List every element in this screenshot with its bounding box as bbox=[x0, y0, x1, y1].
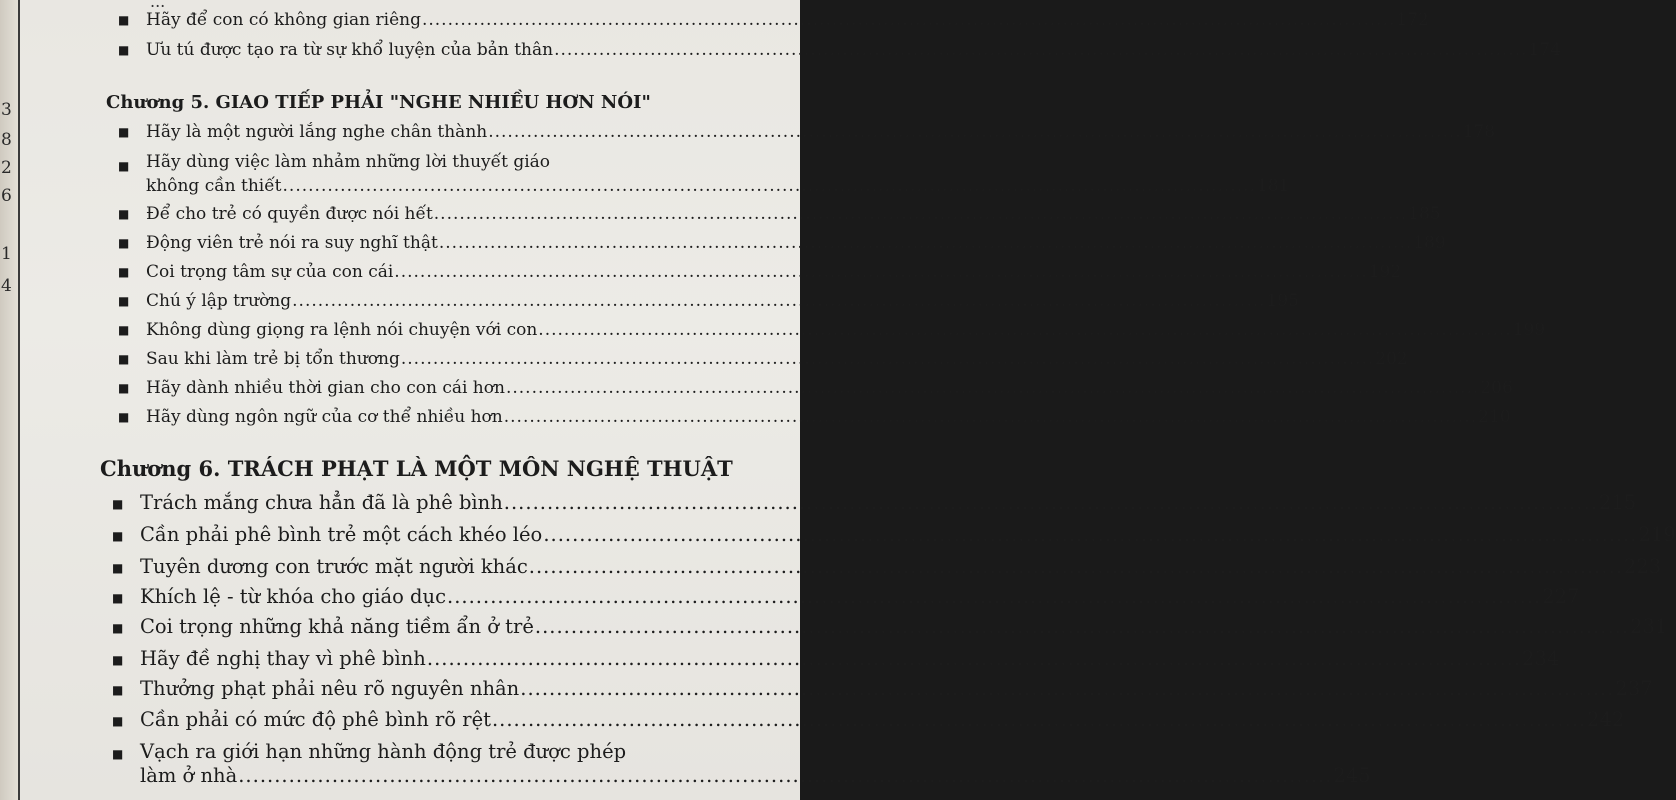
toc-entry bbox=[118, 118, 1496, 142]
toc-entry bbox=[112, 584, 1580, 608]
entry-title: Hãy để con có không gian riêng bbox=[146, 10, 421, 30]
entry-page: 242 bbox=[1587, 708, 1625, 731]
entry-title: Để cho trẻ có quyền được nói hết bbox=[146, 204, 433, 224]
bullet-icon: ■ bbox=[118, 265, 130, 279]
bullet-icon: ■ bbox=[118, 381, 130, 395]
entry-title: Cần phải có mức độ phê bình rõ rệt bbox=[140, 708, 491, 731]
entry-title: Thưởng phạt phải nêu rõ nguyên nhân bbox=[140, 677, 520, 700]
bullet-icon: ■ bbox=[112, 747, 124, 761]
bullet-icon: ■ bbox=[118, 236, 130, 250]
bullet-icon: ■ bbox=[112, 561, 124, 575]
toc-entry bbox=[118, 374, 1513, 398]
toc-entry bbox=[112, 522, 1676, 546]
toc-entry bbox=[118, 316, 1546, 340]
toc-entry bbox=[118, 258, 1402, 282]
entry-title: Hãy dùng ngôn ngữ của cơ thể nhiều hơn bbox=[146, 407, 503, 427]
toc-entry bbox=[118, 152, 1290, 196]
entry-page: 223 bbox=[1623, 555, 1662, 578]
bullet-icon: ■ bbox=[118, 410, 130, 424]
toc-entry bbox=[118, 200, 1441, 224]
toc-entry bbox=[118, 6, 1429, 30]
entry-title: Khích lệ - từ khóa cho giáo dục bbox=[140, 585, 447, 608]
entry-page: 227 bbox=[1542, 585, 1580, 608]
bullet-icon: ■ bbox=[112, 621, 124, 635]
bullet-icon: ■ bbox=[118, 323, 130, 337]
entry-title: Cần phải phê bình trẻ một cách khéo léo bbox=[140, 523, 543, 546]
toc-entry bbox=[112, 554, 1662, 578]
toc-entry bbox=[112, 490, 1637, 514]
bullet-icon: ■ bbox=[118, 13, 130, 27]
entry-title: Hãy là một người lắng nghe chân thành bbox=[146, 122, 488, 142]
entry-page: 202 bbox=[1375, 349, 1408, 369]
entry-title-line2: không cần thiết bbox=[146, 176, 282, 196]
bullet-icon: ■ bbox=[112, 591, 124, 605]
left-page-fragment: 6 bbox=[1, 186, 12, 206]
entry-title: Trách mắng chưa hẳn đã là phê bình bbox=[140, 491, 503, 514]
bullet-icon: ■ bbox=[112, 497, 124, 511]
entry-page: 195 bbox=[1266, 291, 1299, 311]
entry-page: 185 bbox=[1408, 204, 1441, 224]
left-page-fragment: 4 bbox=[1, 276, 12, 296]
entry-page: 192 bbox=[1368, 262, 1402, 282]
entry-title: Động viên trẻ nói ra suy nghĩ thật bbox=[146, 233, 438, 253]
bullet-icon: ■ bbox=[118, 294, 130, 308]
entry-page: 234 bbox=[1522, 647, 1560, 670]
entry-page: 245 bbox=[1333, 764, 1371, 787]
bullet-icon: ■ bbox=[112, 529, 124, 543]
toc-entry bbox=[112, 740, 1371, 787]
entry-page: 237 bbox=[1615, 677, 1653, 700]
toc-entry bbox=[118, 345, 1408, 369]
entry-title: Coi trọng những khả năng tiềm ẩn ở trẻ bbox=[140, 615, 534, 638]
left-page-fragment: 3 bbox=[1, 100, 12, 120]
toc-entry bbox=[112, 614, 1668, 638]
entry-page: 215 bbox=[1598, 491, 1637, 514]
entry-title-line1: Hãy dùng việc làm nhảm những lời thuyết giáo bbox=[146, 152, 551, 172]
toc-entry bbox=[118, 229, 1446, 253]
entry-page: 174 bbox=[1528, 40, 1561, 60]
entry-page: 206 bbox=[1480, 378, 1513, 398]
entry-page: 172 bbox=[1396, 10, 1429, 30]
left-page-fragment: 1 bbox=[1, 244, 12, 264]
entry-title: Chú ý lập trường bbox=[146, 291, 292, 311]
bullet-icon: ■ bbox=[112, 653, 124, 667]
entry-page: 178 bbox=[1462, 122, 1496, 142]
bullet-icon: ■ bbox=[118, 125, 130, 139]
toc-entry bbox=[118, 403, 1511, 427]
entry-title: Tuyên dương con trước mặt người khác bbox=[140, 555, 528, 578]
entry-title: Sau khi làm trẻ bị tổn thương bbox=[146, 349, 400, 369]
bullet-icon: ■ bbox=[112, 714, 124, 728]
entry-title: Không dùng giọng ra lệnh nói chuyện với con bbox=[146, 320, 538, 340]
entry-title: Hãy đề nghị thay vì phê bình bbox=[140, 647, 426, 670]
entry-title-line2: làm ở nhà bbox=[140, 764, 238, 787]
left-page-fragment: 2 bbox=[1, 158, 12, 178]
entry-title-line1: Vạch ra giới hạn những hành động trẻ được phép bbox=[140, 740, 627, 763]
entry-page: 210 bbox=[1478, 407, 1511, 427]
bullet-icon: ■ bbox=[118, 207, 130, 221]
bullet-icon: ■ bbox=[118, 43, 130, 57]
toc-entry bbox=[112, 676, 1653, 700]
toc-entry bbox=[118, 36, 1561, 60]
chapter-heading: Chương 6. TRÁCH PHẠT LÀ MỘT MÔN NGHỆ THUẬT bbox=[100, 456, 733, 481]
left-page-edge bbox=[0, 0, 20, 800]
bullet-icon: ■ bbox=[112, 683, 124, 697]
left-page-fragment: 8 bbox=[1, 130, 12, 150]
toc-entry bbox=[118, 287, 1299, 311]
chapter-heading: Chương 5. GIAO TIẾP PHẢI "NGHE NHIỀU HƠN NÓI" bbox=[106, 92, 651, 113]
toc-page: ... ■ Hãy để con có không gian riêng ..... 172 ■ Ưu tú được tạo ra từ sự khổ luyện của bản thân ..... 174 Chương 5. GIAO TIẾP PHẢI "NGHE NHIỀU HƠN NÓI" ■ Hãy là một người lắng nghe chân thành ..... 178 ■ Hãy dùng việc làm nhảm những lời thuyết giáo không cần thiết ..... 181 ■ Để cho trẻ có quyền được nói hết ..... 185 ■ Động viên trẻ nói ra suy nghĩ thật ..... 189 ■ Coi trọng tâm sự của con cái ..... 192 ■ Chú ý lập trường ..... 195 ■ Không dùng giọng ra lệnh nói chuyện với con ..... 199 ■ Sau khi làm trẻ bị tổn thương ..... 202 ■ Hãy dành nhiều thời gian cho con cái hơn ..... 206 ■ Hãy dùng ngôn ngữ của cơ thể nhiều hơn ..... 210 Chương 6. TRÁCH PHẠT LÀ MỘT MÔN NGHỆ THUẬT ■ Trách mắng chưa hẳn đã là phê bình ..... 215 ■ Cần phải phê bình trẻ một cách khéo léo ..... 219 ■ Tuyên dương con trước mặt người khác ..... 223 ■ Khích lệ - từ khóa cho giáo dục ..... 227 ■ Coi trọng những khả năng tiềm ẩn ở trẻ ..... 231 ■ Hãy đề nghị thay vì phê bình ..... 234 ■ Thưởng phạt phải nêu rõ nguyên nhân ..... 237 ■ Cần phải có mức độ phê bình rõ rệt ..... 242 ■ Vạch ra giới hạn những hành động trẻ được phép làm ở nhà ..... 245 bbox=[20, 0, 800, 800]
toc-entry bbox=[112, 646, 1560, 670]
entry-page: 189 bbox=[1413, 233, 1446, 253]
entry-title: Coi trọng tâm sự của con cái bbox=[146, 262, 394, 282]
entry-page: 199 bbox=[1512, 320, 1546, 340]
bullet-icon: ■ bbox=[118, 159, 130, 173]
entry-title: Hãy dành nhiều thời gian cho con cái hơn bbox=[146, 378, 505, 398]
entry-page: 231 bbox=[1630, 615, 1668, 638]
entry-page: 219 bbox=[1638, 523, 1676, 546]
entry-title: Ưu tú được tạo ra từ sự khổ luyện của bản thân bbox=[146, 40, 554, 60]
entry-page: 181 bbox=[1256, 176, 1290, 196]
toc-entry bbox=[112, 707, 1625, 731]
bullet-icon: ■ bbox=[118, 352, 130, 366]
